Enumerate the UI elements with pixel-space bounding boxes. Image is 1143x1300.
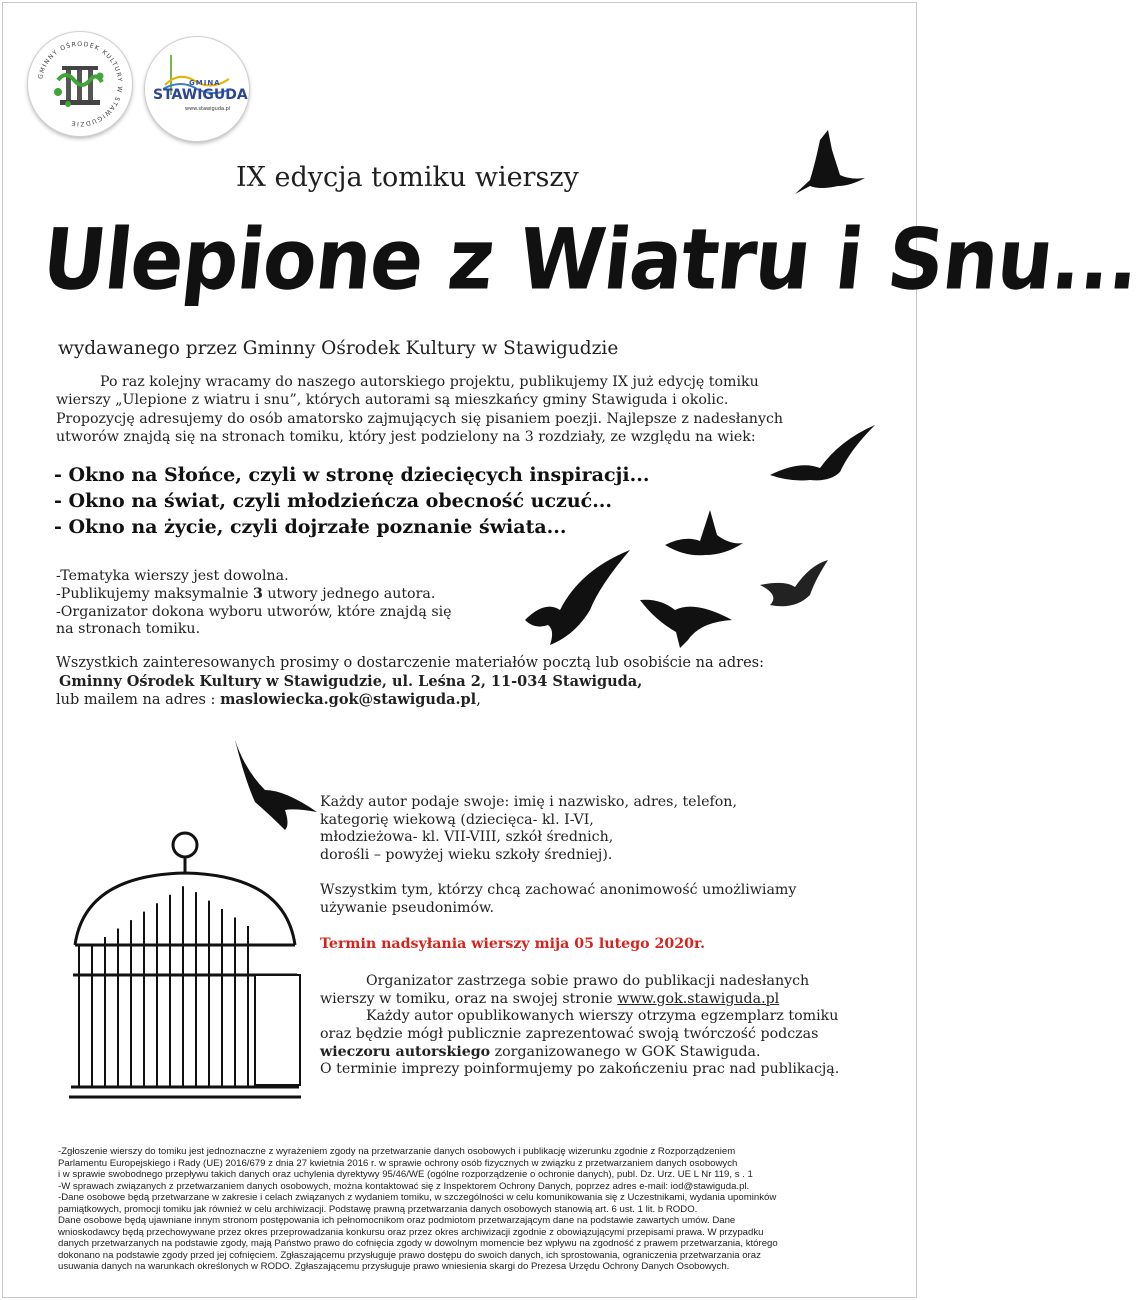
footnote-line: danych przetwarzanych na podstawie zgody, mają Państwo prawo do cofnięcia zgody w dowolnym momencie bez wpływu na zgodność z prawem przetwarzania, którego bbox=[58, 1238, 778, 1249]
pseudonym-paragraph: Wszystkim tym, którzy chcą zachować anonimowość umożliwiamy używanie pseudonimów. bbox=[320, 882, 797, 916]
bird-top-right-illustration bbox=[780, 130, 870, 210]
gmina-label: GMINA bbox=[189, 79, 221, 87]
details-block bbox=[320, 794, 900, 1079]
bird-flying-illustration bbox=[770, 420, 880, 490]
rule-item: -Organizator dokona wyboru utworów, które znajdą się bbox=[56, 603, 452, 620]
gok-ring-text: GMINNY OŚRODEK KULTURY W STAWIGUDZIE bbox=[37, 40, 124, 128]
gmina-url: www.stawiguda.pl bbox=[185, 106, 231, 112]
chapter-list bbox=[54, 462, 649, 540]
intro-line: utworów znajdą się na stronach tomiku, który jest podzielony na 3 rozdziały, ze względu na wiek: bbox=[56, 428, 756, 445]
footnote-line: Dane osobowe będą ujawniane innym stronom postępowania ich pełnomocnikom oraz podmiotom przetwarzającym dane na podstawie zawartych umów. Dane bbox=[58, 1215, 736, 1226]
footnote-line: Parlamentu Europejskiego i Rady (UE) 2016/679 z dnia 27 kwietnia 2016 r. w sprawie ochrony osób fizycznych w związku z przetwarzaniem danych osobowych bbox=[58, 1157, 738, 1169]
contact-block bbox=[56, 654, 764, 710]
author-info-paragraph: Każdy autor podaje swoje: imię i nazwisko, adres, telefon, kategorię wiekową (dziecięca- kl. I-VI, młodzieżowa- kl. VII-VIII, szkół średnich, dorośli – powyżej wieku szkoły średniej). bbox=[320, 794, 737, 863]
gok-logo bbox=[28, 32, 132, 136]
footnote-line: -Zgłoszenie wierszy do tomiku jest jednoznaczne z wyrażeniem zgody na przetwarzanie danych osobowych i publikację wizerunku zgodnie z Rozporządzeniem bbox=[58, 1146, 736, 1157]
deadline-notice: Termin nadsyłania wierszy mija 05 lutego 2020r. bbox=[320, 935, 706, 952]
email-address[interactable]: maslowiecka.gok@stawiguda.pl bbox=[220, 691, 477, 709]
bird-medium-illustration bbox=[640, 580, 735, 650]
edition-heading: IX edycja tomiku wierszy bbox=[236, 162, 579, 193]
intro-line: Po raz kolejny wracamy do naszego autorskiego projektu, publikujemy IX już edycję tomiku bbox=[100, 374, 759, 390]
chapter-item: - Okno na świat, czyli młodzieńcza obecność uczuć... bbox=[54, 490, 613, 512]
rule-item: na stronach tomiku. bbox=[56, 621, 201, 638]
publisher-line: wydawanego przez Gminny Ośrodek Kultury w Stawigudzie bbox=[58, 338, 619, 359]
bird-cage-illustration bbox=[55, 825, 315, 1105]
footnote-line: usuwania danych na warunkach określonych w RODO. Zgłaszającemu przysługuje prawo wniesienia skargi do Prezesa Urzędu Ochrony Danych Osobowych. bbox=[58, 1261, 730, 1272]
footnote-line: i w sprawie swobodnego przepływu takich danych oraz uchylenia dyrektywy 95/46/WE (ogólne rozporządzenie o ochronie danych), publ. Dz. Urz. UE L Nr 119, s . 1 bbox=[58, 1169, 753, 1180]
chapter-item: - Okno na życie, czyli dojrzałe poznanie świata... bbox=[54, 516, 567, 538]
footnote-line: wnioskodawcy będą przechowywane przez okres przeprowadzania konkursu oraz przez okres archiwizacji zgodnie z obowiązującymi przepisami prawa. W przypadku bbox=[58, 1226, 764, 1238]
intro-line: wierszy „Ulepione z wiatru i snu”, których autorami są mieszkańcy gminy Stawiguda i okolic. bbox=[56, 392, 729, 409]
intro-line: Propozycję adresujemy do osób amatorsko zajmujących się pisaniem poezji. Najlepsze z nadesłanych bbox=[56, 410, 784, 427]
footnote-line: -Dane osobowe będą przetwarzane w zakresie i celach związanych z wydaniem tomiku, w szczególności w celu komunikowania się z Uczestnikami, wydania upominków bbox=[58, 1192, 777, 1203]
bird-large-illustration bbox=[520, 550, 640, 650]
gdpr-footnote bbox=[58, 1146, 848, 1273]
gmina-name: STAWIGUDA bbox=[153, 87, 248, 103]
postal-address: Gminny Ośrodek Kultury w Stawigudzie, ul. Leśna 2, 11-034 Stawiguda, bbox=[59, 672, 643, 690]
website-link[interactable]: www.gok.stawiguda.pl bbox=[617, 990, 780, 1007]
rule-item: -Tematyka wierszy jest dowolna. bbox=[56, 568, 289, 584]
gok-column-emblem bbox=[28, 32, 132, 136]
bird-right-illustration bbox=[760, 555, 830, 615]
poster-title: Ulepione z Wiatru i Snu... bbox=[37, 212, 1143, 310]
bird-small-illustration bbox=[665, 505, 745, 565]
rule-item: -Publikujemy maksymalnie 3 utwory jednego autora. bbox=[56, 585, 436, 602]
bird-near-cage-illustration bbox=[225, 740, 320, 830]
rights-paragraph: Organizator zastrzega sobie prawo do publikacji nadesłanych wierszy w tomiku, oraz na swojej stronie www.gok.stawiguda.pl Każdy autor opublikowanych wierszy otrzyma egzemplarz tomiku oraz będzie mógł publicznie zaprezentować swoją twórczość podczas wieczoru autorskiego zorganizowanego w GOK Stawiguda. O terminie imprezy poinformujemy po zakończeniu prac nad publikacją. bbox=[320, 973, 840, 1078]
email-line: lub mailem na adres : maslowiecka.gok@stawiguda.pl, bbox=[56, 691, 481, 709]
rules-list bbox=[56, 568, 452, 639]
contact-intro: Wszystkich zainteresowanych prosimy o dostarczenie materiałów pocztą lub osobiście na adres: bbox=[56, 655, 764, 671]
footnote-line: -W sprawach związanych z przetwarzaniem danych osobowych, można kontaktować się z Inspektorem Ochrony Danych, poprzez adres e-mail: iod@stawiguda.pl. bbox=[58, 1180, 750, 1192]
intro-paragraph bbox=[56, 373, 886, 446]
chapter-item: - Okno na Słońce, czyli w stronę dziecięcych inspiracji... bbox=[54, 464, 650, 486]
gmina-logo bbox=[145, 37, 249, 141]
footnote-line: dokonano na podstawie zgody przed jej cofnięciem. Zgłaszającemu przysługuje prawo dostępu do swoich danych, ich sprostowania, ograniczenia przetwarzania oraz bbox=[58, 1249, 761, 1261]
footnote-line: pamiątkowych, promocji tomiku jak również w celu archiwizacji. Podstawę prawną przetwarzania danych osobowych stanowią art. 6 ust. 1 lit. b RODO. bbox=[58, 1203, 698, 1215]
